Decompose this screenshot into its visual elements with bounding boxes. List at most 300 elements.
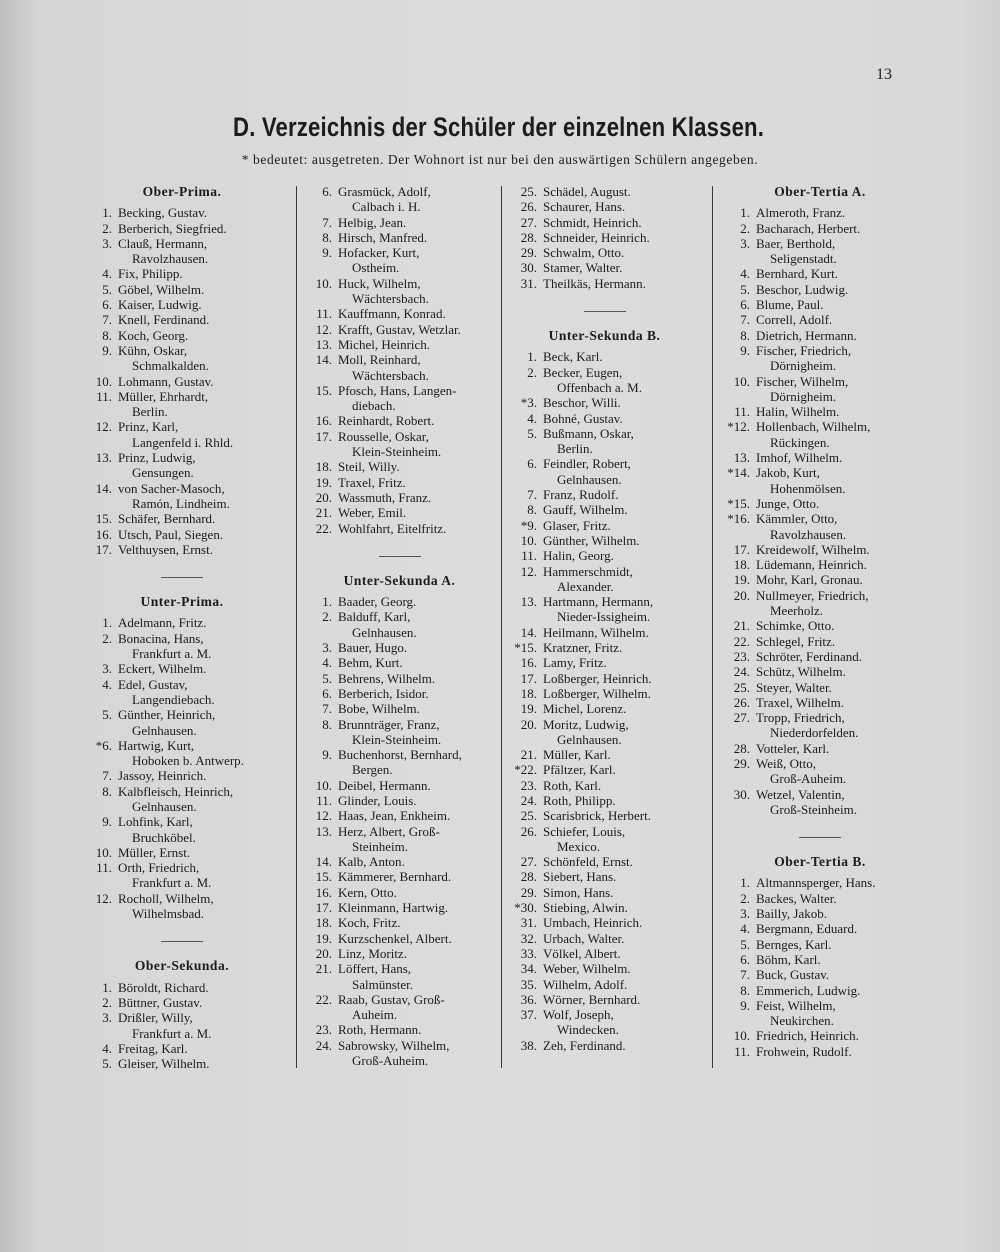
- student-name: Votteler, Karl.: [756, 740, 830, 756]
- student-number: 4.: [740, 921, 750, 937]
- student-number: 5.: [102, 281, 112, 297]
- student-entry: [302, 992, 497, 1023]
- student-entry: [302, 717, 497, 748]
- student-text: [338, 778, 497, 793]
- student-number: 17.: [95, 541, 112, 557]
- student-name: Balduff, Karl,: [338, 609, 411, 625]
- student-number: 5.: [102, 707, 112, 723]
- student-entry: [82, 891, 282, 922]
- student-entry: [720, 557, 920, 572]
- student-text: [338, 594, 497, 609]
- student-text: [756, 921, 920, 936]
- student-entry: [302, 184, 497, 215]
- student-text: [756, 967, 920, 982]
- student-entry: [720, 419, 920, 450]
- student-text: [543, 625, 702, 640]
- student-text: [118, 1056, 282, 1071]
- student-text: [543, 411, 702, 426]
- student-number: 10.: [315, 777, 332, 793]
- student-entry: [302, 337, 497, 352]
- student-residence: Meerholz.: [770, 603, 824, 619]
- student-residence: Gelnhausen.: [352, 624, 417, 640]
- student-text: [543, 762, 702, 777]
- student-number: 26.: [520, 823, 537, 839]
- student-name: Baer, Berthold,: [756, 235, 836, 251]
- student-name: Wolf, Joseph,: [543, 1007, 614, 1023]
- student-name: Pfosch, Hans, Langen-: [338, 382, 457, 398]
- student-name: Roth, Hermann.: [338, 1022, 422, 1038]
- student-number: 12.: [95, 890, 112, 906]
- student-name: Kämmerer, Bernhard.: [338, 869, 452, 885]
- student-text: [118, 631, 282, 662]
- student-number: 5.: [102, 1056, 112, 1072]
- student-name: Hirsch, Manfred.: [338, 229, 428, 245]
- class-heading: Ober-Sekunda.: [134, 958, 230, 974]
- student-number: 30.: [520, 260, 537, 276]
- student-entry: [507, 717, 702, 748]
- student-name: Bohné, Gustav.: [543, 410, 623, 426]
- student-text: [118, 891, 282, 922]
- student-text: [338, 808, 497, 823]
- student-text: [118, 511, 282, 526]
- student-name: Hammerschmidt,: [543, 563, 633, 579]
- student-residence: Calbach i. H.: [352, 199, 421, 215]
- student-name: Glinder, Louis.: [338, 792, 417, 808]
- student-name: Schaurer, Hans.: [543, 199, 626, 215]
- student-name: Kern, Otto.: [338, 884, 397, 900]
- student-text: [756, 465, 920, 496]
- student-entry: [507, 625, 702, 640]
- section-separator: [161, 941, 203, 942]
- student-number: 13.: [733, 450, 750, 466]
- student-entry: [302, 961, 497, 992]
- student-entry: [507, 245, 702, 260]
- student-name: Becker, Eugen,: [543, 364, 623, 380]
- student-text: [338, 215, 497, 230]
- student-name: Schmidt, Heinrich.: [543, 214, 642, 230]
- student-number: 8.: [322, 229, 332, 245]
- student-number: 5.: [322, 670, 332, 686]
- section-separator: [799, 837, 841, 838]
- student-number: 16.: [315, 884, 332, 900]
- student-number: 14.: [520, 624, 537, 640]
- student-number: 8.: [740, 327, 750, 343]
- student-text: [543, 778, 702, 793]
- student-number: 25.: [520, 184, 537, 199]
- student-name: Hofacker, Kurt,: [338, 245, 420, 261]
- student-entry: [720, 1028, 920, 1043]
- student-text: [338, 701, 497, 716]
- student-text: [756, 450, 920, 465]
- student-name: Schäfer, Bernhard.: [118, 511, 216, 527]
- student-number: 4.: [740, 266, 750, 282]
- student-number: 3.: [322, 640, 332, 656]
- section-separator: [379, 556, 421, 557]
- student-number: 19.: [315, 474, 332, 490]
- student-name: Schütz, Wilhelm.: [756, 664, 846, 680]
- student-name: Bonacina, Hans,: [118, 630, 204, 646]
- student-number: 12.: [95, 419, 112, 435]
- student-name: von Sacher-Masoch,: [118, 480, 225, 496]
- student-residence: Bergen.: [352, 762, 393, 778]
- student-text: [118, 343, 282, 374]
- student-number: 8.: [740, 982, 750, 998]
- student-text: [756, 572, 920, 587]
- student-text: [543, 854, 702, 869]
- student-name: Traxel, Fritz.: [338, 474, 406, 490]
- student-number: 3.: [740, 906, 750, 922]
- student-text: [756, 710, 920, 741]
- student-entry: [82, 784, 282, 815]
- student-number: 9.: [102, 814, 112, 830]
- student-entry: [82, 312, 282, 327]
- student-text: [543, 502, 702, 517]
- student-name: Günther, Wilhelm.: [543, 532, 640, 548]
- student-number: 27.: [520, 854, 537, 870]
- student-text: [756, 649, 920, 664]
- student-entry: [720, 312, 920, 327]
- student-text: [338, 686, 497, 701]
- student-text: [118, 980, 282, 995]
- student-number: 3.: [102, 1010, 112, 1026]
- student-entry: [720, 236, 920, 267]
- student-entry: [507, 564, 702, 595]
- student-entry: [720, 756, 920, 787]
- student-residence: Ostheim.: [352, 260, 400, 276]
- student-text: [118, 419, 282, 450]
- student-number: 3.: [740, 235, 750, 251]
- student-number: 7.: [740, 967, 750, 983]
- student-number: 2.: [102, 220, 112, 236]
- student-number: 10.: [733, 1028, 750, 1044]
- student-name: Bergmann, Eduard.: [756, 921, 858, 937]
- student-number: 8.: [322, 716, 332, 732]
- student-number: 10.: [95, 373, 112, 389]
- student-entry: [302, 352, 497, 383]
- student-number: 4.: [322, 655, 332, 671]
- student-number: 23.: [733, 648, 750, 664]
- student-residence: Rückingen.: [770, 434, 830, 450]
- student-name: Glaser, Fritz.: [543, 517, 611, 533]
- student-text: [118, 542, 282, 557]
- student-name: Schröter, Ferdinand.: [756, 648, 862, 664]
- student-number: 9.: [322, 245, 332, 261]
- student-entry: [507, 276, 702, 291]
- student-entry: [720, 891, 920, 906]
- student-text: [756, 282, 920, 297]
- student-name: Herz, Albert, Groß-: [338, 823, 440, 839]
- student-entry: [507, 808, 702, 823]
- student-text: [756, 875, 920, 890]
- student-name: Prinz, Ludwig,: [118, 450, 196, 466]
- student-residence: Wächtersbach.: [352, 367, 429, 383]
- student-number: 8.: [102, 327, 112, 343]
- student-entry: [720, 221, 920, 236]
- student-name: Lüdemann, Heinrich.: [756, 557, 867, 573]
- student-number: 11.: [316, 306, 332, 322]
- student-entry: [302, 747, 497, 778]
- student-text: [543, 349, 702, 364]
- student-number: 21.: [315, 961, 332, 977]
- student-entry: [507, 411, 702, 426]
- student-name: Jassoy, Heinrich.: [118, 768, 207, 784]
- student-entry: [507, 502, 702, 517]
- class-heading: Unter-Sekunda B.: [548, 328, 661, 344]
- student-text: [756, 542, 920, 557]
- student-number: 2.: [740, 220, 750, 236]
- student-name: Freitag, Karl.: [118, 1040, 188, 1056]
- student-entry: [82, 389, 282, 420]
- student-name: Utsch, Paul, Siegen.: [118, 526, 224, 542]
- student-entry: [302, 900, 497, 915]
- student-number: 27.: [520, 214, 537, 230]
- student-text: [543, 701, 702, 716]
- student-number: *3.: [520, 395, 537, 411]
- student-number: 1.: [740, 875, 750, 891]
- student-name: Buchenhorst, Bernhard,: [338, 747, 462, 763]
- student-entry: [507, 961, 702, 976]
- student-entry: [720, 511, 920, 542]
- student-text: [756, 741, 920, 756]
- student-number: *14.: [727, 465, 750, 481]
- student-entry: [507, 854, 702, 869]
- student-entry: [507, 1038, 702, 1053]
- student-name: Müller, Karl.: [543, 747, 611, 763]
- student-name: Müller, Ehrhardt,: [118, 388, 209, 404]
- student-text: [543, 1007, 702, 1038]
- student-entry: [507, 915, 702, 930]
- student-text: [118, 845, 282, 860]
- student-number: 23.: [520, 777, 537, 793]
- student-number: 13.: [520, 594, 537, 610]
- student-number: 17.: [315, 900, 332, 916]
- student-text: [756, 328, 920, 343]
- student-entry: [82, 343, 282, 374]
- student-text: [543, 885, 702, 900]
- student-entry: [82, 677, 282, 708]
- student-text: [543, 900, 702, 915]
- student-text: [543, 747, 702, 762]
- student-residence: Offenbach a. M.: [557, 379, 642, 395]
- page-subtitle: * bedeutet: ausgetreten. Der Wohnort ist nur bei den auswärtigen Schülern angegeben.: [241, 152, 759, 167]
- student-entry: [302, 245, 497, 276]
- student-text: [118, 312, 282, 327]
- student-residence: Groß-Steinheim.: [770, 801, 858, 817]
- student-entry: [720, 465, 920, 496]
- student-number: 11.: [316, 792, 332, 808]
- student-number: *12.: [727, 419, 750, 435]
- student-number: 26.: [733, 694, 750, 710]
- student-name: Michel, Lorenz.: [543, 701, 627, 717]
- student-entry: [507, 594, 702, 625]
- student-number: 6.: [740, 297, 750, 313]
- student-text: [756, 205, 920, 220]
- student-residence: Seligenstadt.: [770, 251, 837, 267]
- student-text: [338, 429, 497, 460]
- student-number: 17.: [520, 670, 537, 686]
- student-residence: Hoboken b. Antwerp.: [132, 753, 244, 769]
- student-name: Berberich, Isidor.: [338, 685, 429, 701]
- student-entry: [507, 824, 702, 855]
- student-text: [338, 306, 497, 321]
- student-number: 1.: [740, 205, 750, 221]
- student-entry: [82, 282, 282, 297]
- student-number: *9.: [520, 517, 537, 533]
- student-text: [543, 215, 702, 230]
- student-entry: [720, 695, 920, 710]
- student-entry: [720, 328, 920, 343]
- student-number: 30.: [733, 786, 750, 802]
- student-name: Jakob, Kurt,: [756, 465, 820, 481]
- student-entry: [302, 931, 497, 946]
- student-number: 20.: [520, 716, 537, 732]
- student-name: Pfältzer, Karl.: [543, 762, 616, 778]
- student-text: [543, 426, 702, 457]
- student-number: *22.: [514, 762, 537, 778]
- student-entry: [82, 297, 282, 312]
- student-number: 7.: [527, 487, 537, 503]
- student-number: 8.: [527, 502, 537, 518]
- student-name: Stiebing, Alwin.: [543, 900, 628, 916]
- student-name: Wörner, Bernhard.: [543, 991, 641, 1007]
- student-number: 1.: [527, 349, 537, 365]
- student-number: 18.: [315, 915, 332, 931]
- student-name: Brunnträger, Franz,: [338, 716, 440, 732]
- student-entry: [302, 686, 497, 701]
- class-heading: Ober-Tertia B.: [774, 854, 866, 870]
- class-heading: Ober-Prima.: [142, 184, 222, 199]
- student-text: [543, 931, 702, 946]
- student-number: 10.: [315, 275, 332, 291]
- student-entry: [720, 343, 920, 374]
- student-entry: [82, 707, 282, 738]
- student-entry: [507, 184, 702, 199]
- student-name: Adelmann, Fritz.: [118, 615, 207, 631]
- student-number: 32.: [520, 930, 537, 946]
- student-name: Schimke, Otto.: [756, 618, 835, 634]
- student-number: 3.: [102, 661, 112, 677]
- student-text: [543, 594, 702, 625]
- student-number: 28.: [520, 869, 537, 885]
- student-residence: Ravolzhausen.: [770, 526, 847, 542]
- student-text: [756, 664, 920, 679]
- student-text: [756, 312, 920, 327]
- student-entry: [507, 230, 702, 245]
- student-entry: [82, 768, 282, 783]
- student-entry: [82, 374, 282, 389]
- student-name: Wohlfahrt, Eitelfritz.: [338, 520, 447, 536]
- student-text: [118, 481, 282, 512]
- student-entry: [302, 885, 497, 900]
- student-text: [543, 869, 702, 884]
- student-residence: Neukirchen.: [770, 1013, 834, 1029]
- student-text: [756, 618, 920, 633]
- student-text: [118, 768, 282, 783]
- student-entry: [720, 588, 920, 619]
- student-number: 27.: [733, 710, 750, 726]
- student-residence: Hohenmölsen.: [770, 480, 846, 496]
- student-text: [118, 266, 282, 281]
- student-text: [543, 717, 702, 748]
- student-text: [756, 221, 920, 236]
- student-number: 7.: [322, 214, 332, 230]
- student-name: Scarisbrick, Herbert.: [543, 808, 651, 824]
- student-name: Deibel, Hermann.: [338, 777, 431, 793]
- student-name: Kämmler, Otto,: [756, 511, 838, 527]
- student-residence: Berlin.: [132, 404, 168, 420]
- student-entry: [507, 778, 702, 793]
- student-number: 13.: [315, 823, 332, 839]
- student-entry: [720, 998, 920, 1029]
- student-number: 16.: [315, 413, 332, 429]
- student-name: Bernges, Karl.: [756, 936, 832, 952]
- student-text: [338, 900, 497, 915]
- student-name: Orth, Friedrich,: [118, 860, 200, 876]
- student-name: Junge, Otto.: [756, 495, 820, 511]
- student-number: 8.: [102, 783, 112, 799]
- student-name: Becking, Gustav.: [118, 205, 208, 221]
- student-entry: [720, 297, 920, 312]
- student-number: 12.: [520, 563, 537, 579]
- student-entry: [82, 236, 282, 267]
- student-entry: [720, 496, 920, 511]
- student-entry: [507, 885, 702, 900]
- student-name: Edel, Gustav,: [118, 676, 188, 692]
- student-entry: [82, 995, 282, 1010]
- student-text: [543, 1038, 702, 1053]
- student-residence: Auheim.: [352, 1007, 398, 1023]
- student-number: 20.: [315, 489, 332, 505]
- student-number: 22.: [315, 520, 332, 536]
- student-name: Nullmeyer, Friedrich,: [756, 587, 869, 603]
- student-number: 6.: [102, 297, 112, 313]
- student-number: 9.: [322, 747, 332, 763]
- student-name: Lohfink, Karl,: [118, 814, 193, 830]
- student-number: 31.: [520, 915, 537, 931]
- student-number: 7.: [322, 701, 332, 717]
- student-number: 18.: [315, 459, 332, 475]
- student-text: [118, 615, 282, 630]
- student-name: Wetzel, Valentin,: [756, 786, 845, 802]
- section-separator: [584, 311, 626, 312]
- student-number: 9.: [740, 997, 750, 1013]
- student-name: Loßberger, Wilhelm.: [543, 685, 651, 701]
- student-entry: [82, 980, 282, 995]
- student-text: [543, 456, 702, 487]
- student-name: Kaiser, Ludwig.: [118, 297, 202, 313]
- student-name: Halin, Wilhelm.: [756, 404, 840, 420]
- student-entry: [720, 983, 920, 998]
- student-text: [338, 854, 497, 869]
- student-number: 29.: [733, 755, 750, 771]
- student-name: Heilmann, Wilhelm.: [543, 624, 649, 640]
- student-name: Völkel, Albert.: [543, 945, 621, 961]
- student-number: 2.: [740, 890, 750, 906]
- student-residence: Steinheim.: [352, 838, 408, 854]
- student-number: 38.: [520, 1037, 537, 1053]
- student-number: 11.: [734, 1043, 750, 1059]
- student-name: Göbel, Wilhelm.: [118, 281, 205, 297]
- student-name: Schädel, August.: [543, 184, 631, 199]
- student-residence: Frankfurt a. M.: [132, 646, 212, 662]
- student-name: Bernhard, Kurt.: [756, 266, 838, 282]
- student-entry: [507, 365, 702, 396]
- student-name: Kurzschenkel, Albert.: [338, 930, 452, 946]
- student-text: [543, 824, 702, 855]
- student-entry: [720, 967, 920, 982]
- student-residence: Langendiebach.: [132, 691, 215, 707]
- student-entry: [302, 808, 497, 823]
